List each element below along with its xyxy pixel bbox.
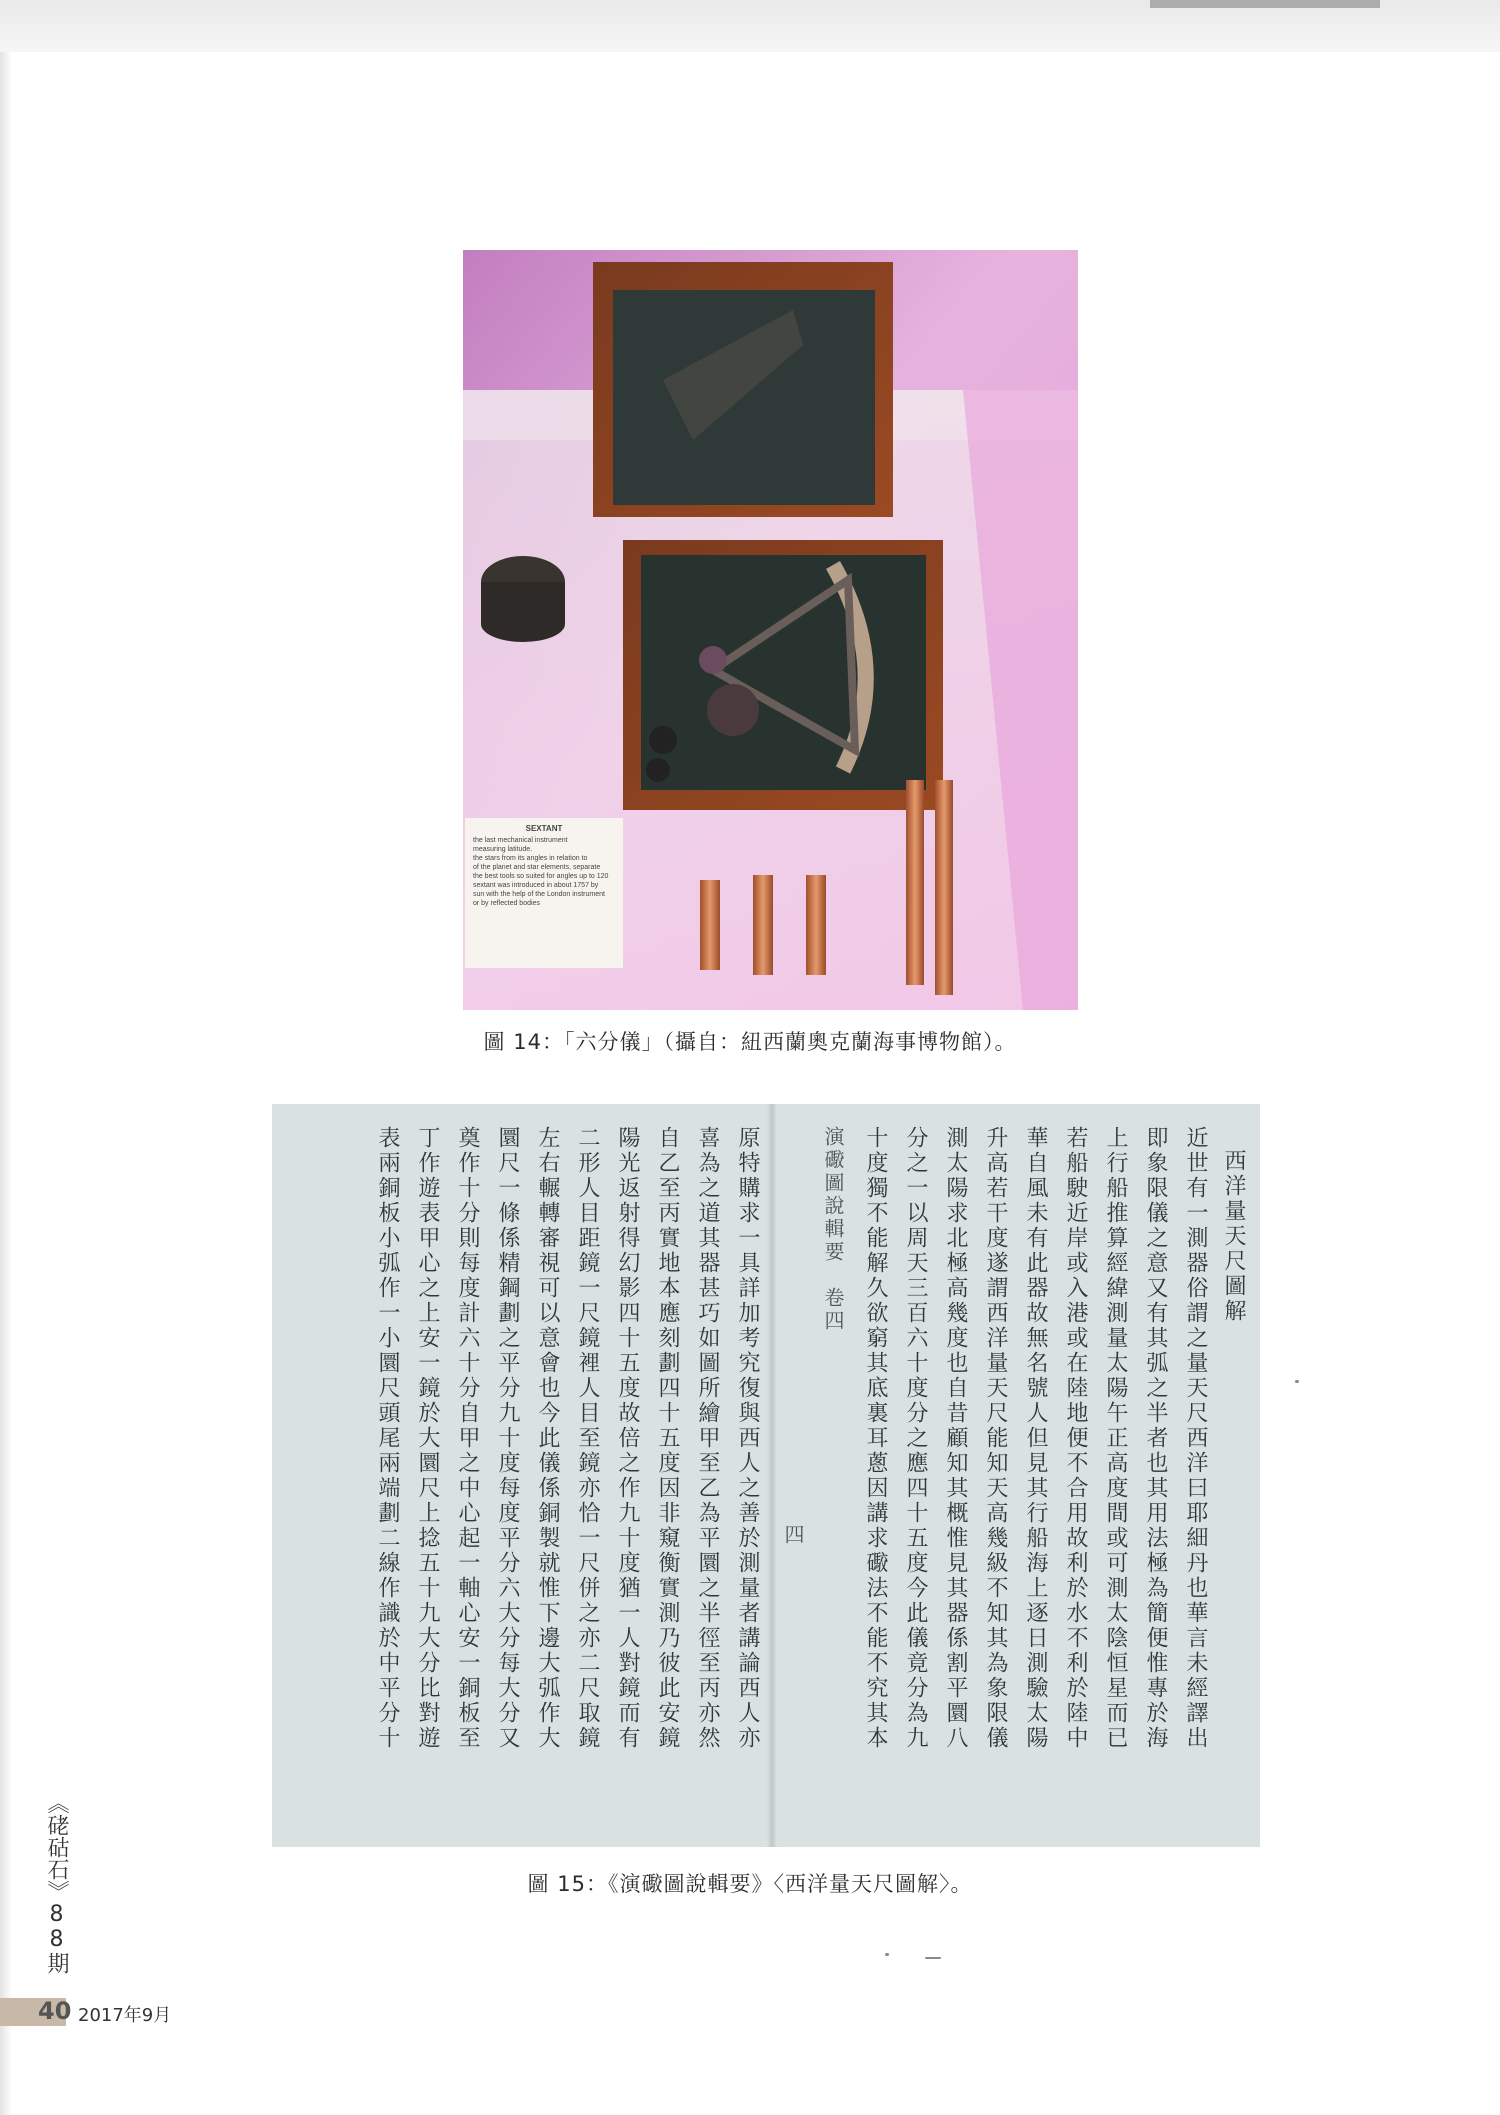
museum-label-line: measuring latitude.: [473, 846, 533, 853]
page-edge-shadow: [0, 52, 12, 2115]
manuscript-column: 即象限儀之意又有其弧之半者也其用法極為簡便惟專於海: [1143, 1126, 1168, 1751]
manuscript-column: 奠作十分則每度計六十分自甲之中心起一軸心安一銅板至: [455, 1126, 480, 1751]
manuscript-column: 原特購求一具詳加考究復與西人之善於測量者講論西人亦: [735, 1126, 760, 1751]
manuscript-column: 上行船推算經緯測量太陽午正高度間或可測太陰恒星而已: [1103, 1126, 1128, 1751]
journal-title: 《硓𥑮石》88期: [44, 1792, 69, 1974]
manuscript-margin-page: 四: [781, 1524, 805, 1547]
manuscript-heading: 西洋量天尺圖解: [1221, 1149, 1246, 1324]
manuscript-column: 左右輾轉審視可以意會也今此儀係銅製就惟下邊大弧作大: [535, 1126, 560, 1751]
top-margin-band: [0, 0, 1500, 52]
manuscript-column: 近世有一測器俗謂之量天尺西洋曰耶細丹也華言未經譯出: [1183, 1126, 1208, 1751]
scan-speck: [1295, 1380, 1299, 1383]
figure-14-caption: 圖 14：「六分儀」（攝自：紐西蘭奧克蘭海事博物館）。: [483, 1030, 1017, 1054]
museum-label-line: sun with the help of the London instrument: [473, 891, 605, 898]
manuscript-margin-title: 演礮圖說輯要 卷四: [821, 1126, 845, 1333]
manuscript-column: 升高若干度遂謂西洋量天尺能知天高幾級不知其為象限儀: [983, 1126, 1008, 1751]
museum-label-line: or by reflected bodies: [473, 900, 540, 907]
scan-speck: [925, 1957, 941, 1959]
manuscript-column: 十度獨不能解久欲窮其底裏耳蔥因講求礮法不能不究其本: [863, 1126, 888, 1751]
manuscript-column: 二形人目距鏡一尺鏡裡人目至鏡亦恰一尺併之亦二尺取鏡: [575, 1126, 600, 1751]
museum-label-line: the stars from its angles in relation to: [473, 855, 588, 862]
manuscript-column: 陽光返射得幻影四十五度故倍之作九十度猶一人對鏡而有: [615, 1126, 640, 1751]
manuscript-column: 測太陽求北極高幾度也自昔顧知其概惟見其器係割平圜八: [943, 1126, 968, 1751]
sextant-photo: [463, 250, 1078, 1010]
museum-label-card: [465, 818, 623, 968]
page-fold: [767, 1104, 777, 1847]
page-number: 40: [38, 1997, 72, 2025]
issue-date: 2017年9月: [78, 2005, 172, 2026]
museum-label-title: SEXTANT: [525, 824, 563, 833]
manuscript-column: 表兩銅板小弧作一小圜尺頭尾兩端劃二線作識於中平分十: [375, 1126, 400, 1751]
manuscript-column: 若船駛近岸或入港或在陸地便不合用故利於水不利於陸中: [1063, 1126, 1088, 1751]
header-mark: [1150, 0, 1380, 8]
manuscript-scan: [272, 1104, 1260, 1847]
manuscript-column: 丁作遊表甲心之上安一鏡於大圜尺上捻五十九大分比對遊: [415, 1126, 440, 1751]
figure-15-caption: 圖 15：《演礮圖說輯要》〈西洋量天尺圖解〉。: [527, 1872, 973, 1896]
manuscript-column: 自乙至丙實地本應刻劃四十五度因非窺衡實測乃彼此安鏡: [655, 1126, 680, 1751]
manuscript-column: 分之一以周天三百六十度分之應四十五度今此儀竟分為九: [903, 1126, 928, 1751]
manuscript-column: 喜為之道其器甚巧如圖所繪甲至乙為平圜之半徑至丙亦然: [695, 1126, 720, 1751]
museum-label-line: of the planet and star elements, separate: [473, 864, 601, 871]
museum-label-line: sextant was introduced in about 1757 by: [473, 882, 599, 889]
scan-speck: [885, 1953, 889, 1956]
manuscript-column: 圜尺一條係精鋼劃之平分九十度每度平分六大分每大分又: [495, 1126, 520, 1751]
museum-label-line: the last mechanical instrument: [473, 837, 568, 844]
manuscript-column: 華自風未有此器故無名號人但見其行船海上逐日測驗太陽: [1023, 1126, 1048, 1751]
museum-label-line: the best tools so suited for angles up to 120: [473, 873, 609, 880]
